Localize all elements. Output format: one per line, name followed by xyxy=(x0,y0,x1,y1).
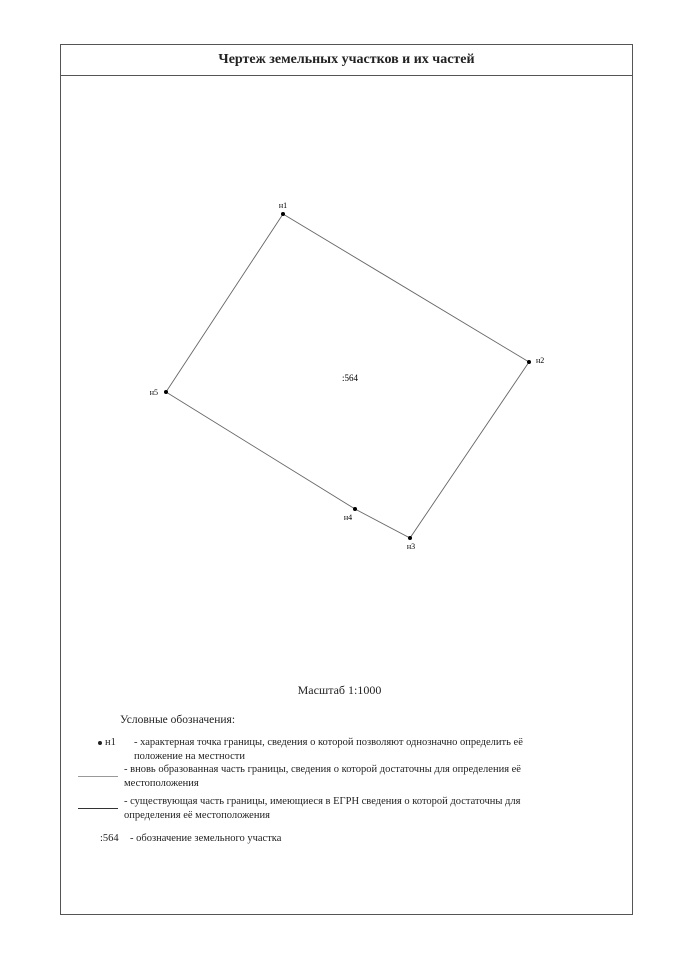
point-n3 xyxy=(408,536,412,540)
thin-line-icon xyxy=(78,776,118,777)
parcel-label: :564 xyxy=(341,373,359,383)
point-n4 xyxy=(353,507,357,511)
legend-point-symbol-label: н1 xyxy=(105,737,116,748)
point-label-n2: н2 xyxy=(536,356,545,365)
point-icon xyxy=(98,741,102,745)
point-label-n1: н1 xyxy=(278,201,288,210)
point-label-n5: н5 xyxy=(149,388,158,397)
legend-point-symbol xyxy=(98,736,116,750)
point-n1 xyxy=(281,212,285,216)
legend-parcel-symbol: :564 xyxy=(100,833,119,844)
legend-parcel-text: - обозначение земельного участка xyxy=(130,833,282,844)
legend-new-boundary-text: - вновь образованная часть границы, сведения о которой достаточны для определения её местоположения xyxy=(124,764,521,789)
legend-title: Условные обозначения: xyxy=(120,714,236,726)
thick-line-icon xyxy=(78,808,118,809)
scale-label: Масштаб 1:1000 xyxy=(297,683,382,697)
legend-new-boundary-symbol xyxy=(78,770,118,784)
legend-existing-boundary-symbol xyxy=(78,802,118,816)
point-n2 xyxy=(527,360,531,364)
point-n5 xyxy=(164,390,168,394)
drawing-title: Чертеж земельных участков и их частей xyxy=(61,45,632,76)
legend-point-text: - характерная точка границы, сведения о которой позволяют однозначно определить её положение на местности xyxy=(134,737,523,762)
legend-existing-boundary-text: - существующая часть границы, имеющиеся в ЕГРН сведения о которой достаточны для определения её местоположения xyxy=(124,796,521,821)
point-label-n4: н4 xyxy=(343,513,353,522)
point-label-n3: н3 xyxy=(406,542,416,551)
